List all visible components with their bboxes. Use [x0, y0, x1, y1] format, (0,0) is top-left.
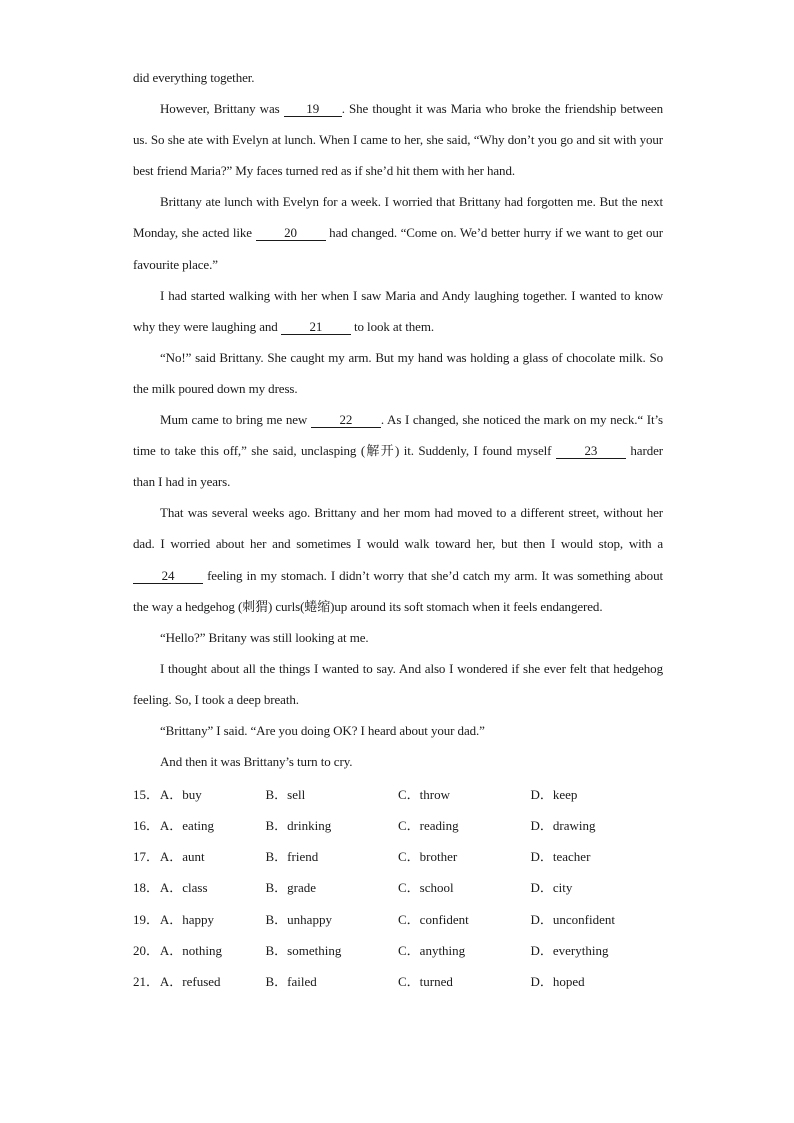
paragraph-6 — [133, 497, 663, 621]
option-d: D．everything — [530, 942, 609, 958]
paragraph-5 — [133, 404, 663, 497]
option-d: D．keep — [530, 787, 578, 803]
option-a: A．happy — [159, 911, 215, 927]
option-b: B．friend — [265, 849, 319, 865]
question-options — [133, 778, 663, 996]
question-number: 16． — [133, 818, 160, 834]
option-d: D．drawing — [530, 818, 596, 834]
question-row-19 — [133, 903, 663, 934]
blank-22: 22 — [311, 412, 381, 428]
question-number: 21． — [133, 973, 160, 989]
option-d: D．teacher — [530, 849, 591, 865]
question-row-21 — [133, 965, 663, 996]
paragraph-3 — [133, 280, 663, 342]
paragraph-4: “No!” said Brittany. She caught my arm. But my hand was holding a glass of chocolate milk. So the milk poured down my dress. — [133, 349, 663, 396]
question-number: 19． — [133, 911, 160, 927]
option-a: A．nothing — [159, 942, 223, 958]
option-c: C．school — [398, 880, 454, 896]
option-a: A．class — [159, 880, 208, 896]
text: That was several weeks ago. Brittany and her mom had moved to a different street, without her dad. I worried about her and sometimes I would walk toward her, but then I would stop, with a — [133, 505, 663, 552]
option-d: D．hoped — [530, 973, 585, 989]
text: Mum came to bring me new — [160, 412, 311, 428]
option-b: B．unhappy — [265, 911, 332, 927]
option-b: B．something — [265, 942, 342, 958]
text: . As I changed, she noticed the mark on my neck.“ It’s time to take this off,” she said, unclasping (解开) it. Suddenly, I found myself — [133, 412, 663, 459]
paragraph-7: “Hello?” Britany was still looking at me. — [160, 629, 369, 645]
text: to look at them. — [350, 318, 434, 334]
option-c: C．confident — [398, 911, 469, 927]
option-b: B．failed — [265, 973, 317, 989]
question-number: 18． — [133, 880, 160, 896]
option-a: A．eating — [159, 818, 215, 834]
option-a: A．buy — [159, 787, 202, 803]
text: Brittany ate lunch with Evelyn for a week. I worried that Brittany had forgotten me. But the next Monday, she acted like — [133, 194, 663, 241]
blank-21: 21 — [281, 319, 351, 335]
option-b: B．grade — [265, 880, 317, 896]
option-a: A．aunt — [159, 849, 205, 865]
paragraph-8: I thought about all the things I wanted to say. And also I wondered if she ever felt that hedgehog feeling. So, I took a deep breath. — [133, 660, 663, 707]
option-c: C．anything — [398, 942, 466, 958]
option-d: D．unconfident — [530, 911, 615, 927]
option-d: D．city — [530, 880, 573, 896]
option-c: C．turned — [398, 973, 453, 989]
document-page — [133, 62, 663, 996]
question-row-15 — [133, 778, 663, 809]
option-c: C．brother — [398, 849, 458, 865]
question-number: 15． — [133, 787, 160, 803]
paragraph-2 — [133, 186, 663, 279]
text: . She thought it was Maria who broke the friendship between us. So she ate with Evelyn at lunch. When I came to her, she said, “Why don’t you go and sit with your best friend Maria?” My faces turned red as if she’d hit them with her hand. — [133, 101, 663, 179]
text: feeling in my stomach. I didn’t worry that she’d catch my arm. It was something about the way a hedgehog (刺猬) curls(蜷缩)up around its soft stomach when it feels endangered. — [133, 567, 663, 614]
question-row-17 — [133, 840, 663, 871]
question-row-18 — [133, 871, 663, 902]
option-c: C．reading — [398, 818, 459, 834]
question-number: 20． — [133, 942, 160, 958]
paragraph-10: And then it was Brittany’s turn to cry. — [160, 754, 353, 770]
blank-23: 23 — [556, 443, 626, 459]
option-c: C．throw — [398, 787, 451, 803]
paragraph-0: did everything together. — [133, 70, 255, 85]
text: harder than I had in years. — [133, 443, 664, 490]
option-b: B．drinking — [265, 818, 332, 834]
blank-24: 24 — [133, 568, 203, 584]
option-a: A．refused — [159, 973, 221, 989]
text: I had started walking with her when I saw Maria and Andy laughing together. I wanted to know why they were laughing and — [133, 287, 663, 334]
blank-19: 19 — [284, 101, 342, 117]
question-row-20 — [133, 934, 663, 965]
paragraph-1 — [133, 93, 663, 186]
question-row-16 — [133, 809, 663, 840]
text: had changed. “Come on. We’d better hurry if we want to get our favourite place.” — [133, 225, 663, 272]
text: However, Brittany was — [160, 101, 284, 117]
question-number: 17． — [133, 849, 160, 865]
paragraph-9: “Brittany” I said. “Are you doing OK? I heard about your dad.” — [160, 722, 485, 738]
blank-20: 20 — [256, 225, 326, 241]
option-b: B．sell — [265, 787, 306, 803]
